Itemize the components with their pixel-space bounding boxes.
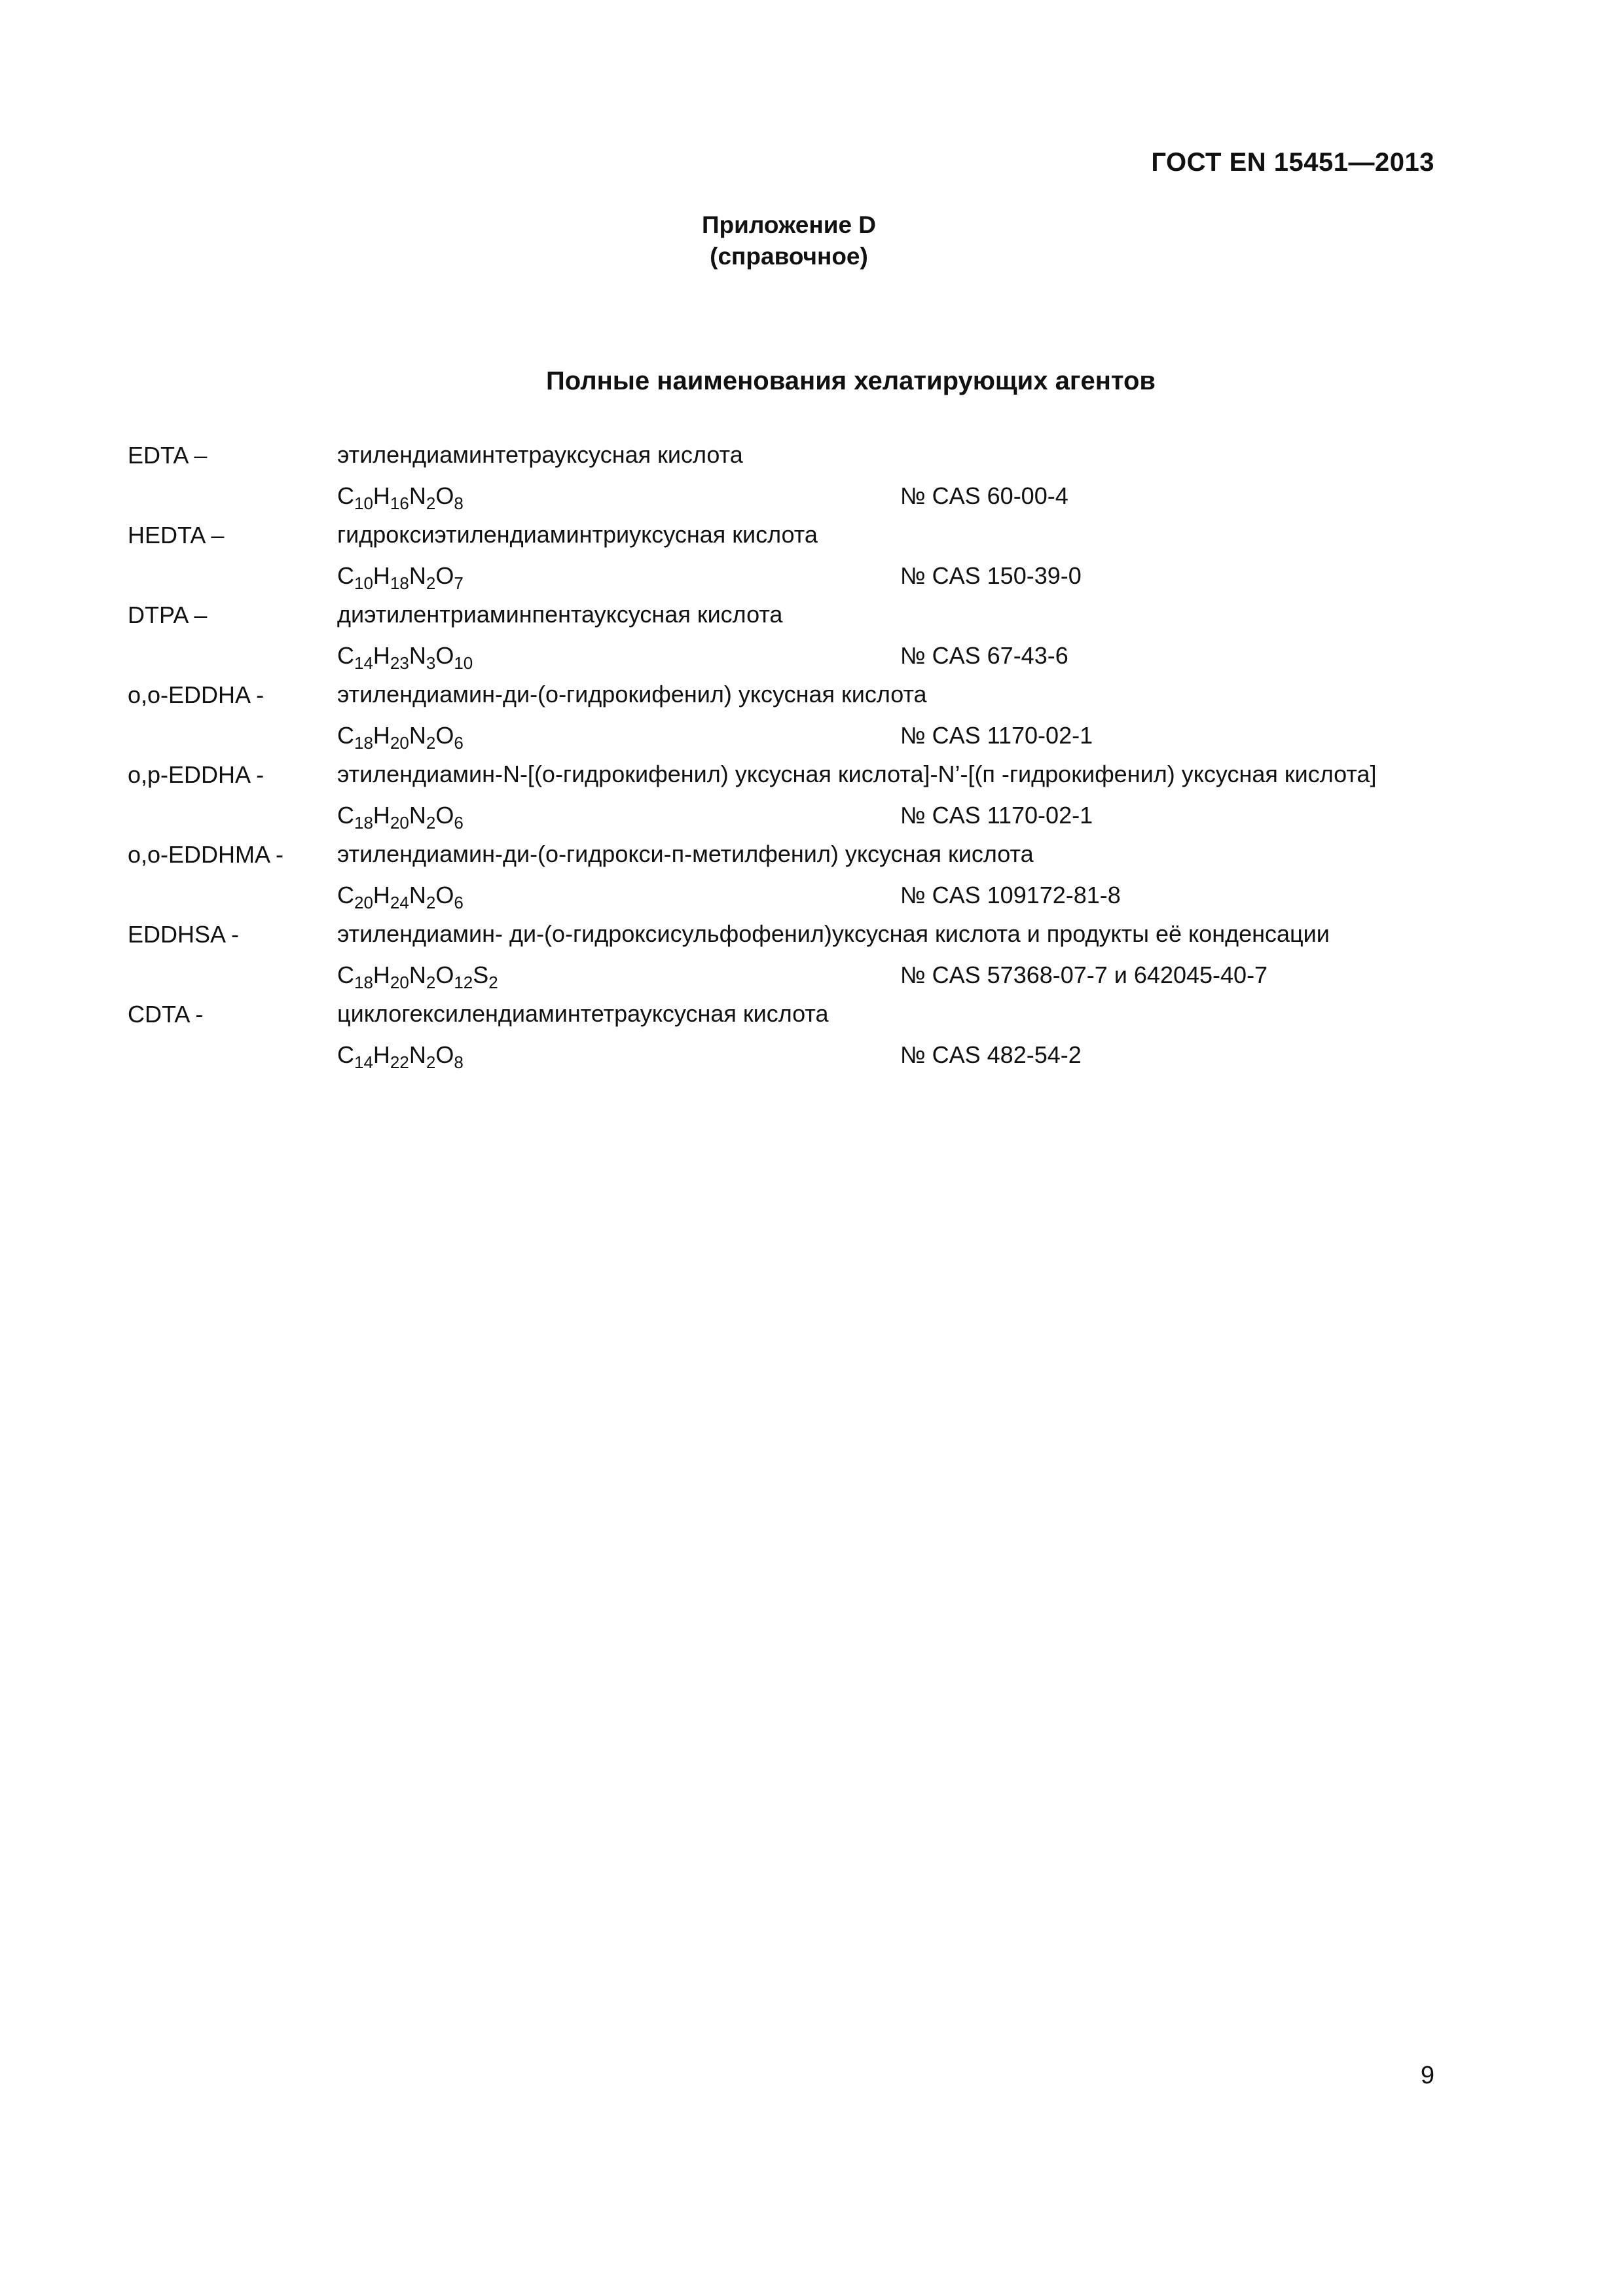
formula-subscript: 20	[390, 733, 409, 753]
agent-full-name: этилендиамин- ди-(о-гидроксисульфофенил)уксусная кислота и продукты её конденсации	[337, 920, 1330, 947]
formula-element: N	[409, 562, 426, 589]
formula-subscript: 16	[390, 493, 409, 513]
formula-subscript: 6	[454, 733, 464, 753]
agent-abbreviation: EDDHSA -	[128, 921, 240, 948]
chemical-formula	[337, 562, 900, 593]
agent-entry	[128, 441, 1503, 513]
formula-subscript: 2	[426, 973, 436, 992]
formula-element: C	[337, 961, 354, 988]
agent-full-name: этилендиамин-N-[(о-гидрокифенил) уксусная кислота]-N’-[(п -гидрокифенил) уксусная кислота]	[337, 761, 1377, 787]
formula-subscript: 2	[426, 733, 436, 753]
formula-subscript: 2	[426, 573, 436, 593]
annex-title: Приложение D	[701, 211, 877, 238]
agent-entry	[128, 601, 1503, 673]
chemical-formula	[337, 882, 900, 912]
cas-number: № CAS 1170-02-1	[900, 802, 1093, 829]
formula-element: N	[409, 882, 426, 908]
agent-entry	[128, 761, 1503, 833]
formula-subscript: 7	[454, 573, 464, 593]
formula-element: N	[409, 961, 426, 988]
formula-subscript: 3	[426, 653, 436, 673]
agent-full-name: гидроксиэтилендиаминтриуксусная кислота	[337, 521, 818, 548]
formula-element: N	[409, 722, 426, 749]
section-title: Полные наименования хелатирующих агентов	[546, 367, 1156, 395]
agent-formula-line	[128, 642, 1503, 673]
formula-element: C	[337, 482, 354, 509]
formula-subscript: 6	[454, 893, 464, 912]
formula-subscript: 18	[354, 813, 373, 833]
formula-element: H	[373, 961, 390, 988]
formula-subscript: 2	[488, 973, 498, 992]
formula-element: C	[337, 722, 354, 749]
formula-element: O	[435, 1041, 454, 1068]
formula-element: N	[409, 642, 426, 669]
formula-element: O	[435, 802, 454, 829]
formula-element: H	[373, 482, 390, 509]
formula-subscript: 24	[390, 893, 409, 912]
formula-subscript: 6	[454, 813, 464, 833]
formula-element: C	[337, 562, 354, 589]
formula-element: S	[473, 961, 489, 988]
formula-subscript: 22	[390, 1052, 409, 1072]
formula-element: C	[337, 802, 354, 829]
page-number: 9	[1420, 2062, 1434, 2089]
formula-subscript: 2	[426, 493, 436, 513]
formula-subscript: 18	[354, 973, 373, 992]
agent-name-line	[128, 601, 1503, 630]
cas-number: № CAS 67-43-6	[900, 642, 1068, 669]
formula-subscript: 18	[390, 573, 409, 593]
formula-element: O	[435, 562, 454, 589]
formula-element: H	[373, 722, 390, 749]
section-title-wrap	[0, 367, 1623, 396]
formula-element: H	[373, 1041, 390, 1068]
agent-name-line	[128, 441, 1503, 470]
agent-abbreviation: CDTA -	[128, 1001, 204, 1028]
chemical-formula	[337, 722, 900, 753]
formula-subscript: 12	[454, 973, 473, 992]
agent-name-line	[128, 761, 1503, 789]
agent-formula-line	[128, 882, 1503, 912]
agent-full-name: этилендиамин-ди-(о-гидрокифенил) уксусная кислота	[337, 681, 927, 708]
formula-element: C	[337, 882, 354, 908]
agent-abbreviation: o,o-EDDHMA -	[128, 841, 284, 868]
formula-element: H	[373, 802, 390, 829]
agent-full-name: этилендиаминтетрауксусная кислота	[337, 441, 743, 468]
formula-subscript: 2	[426, 1052, 436, 1072]
formula-subscript: 20	[354, 893, 373, 912]
chemical-formula	[337, 642, 900, 673]
formula-subscript: 8	[454, 1052, 464, 1072]
agent-full-name: диэтилентриаминпентауксусная кислота	[337, 601, 783, 628]
agent-name-line	[128, 1000, 1503, 1029]
agent-abbreviation: HEDTA –	[128, 522, 225, 548]
agent-formula-line	[128, 802, 1503, 833]
agent-name-line	[128, 681, 1503, 709]
agent-entry	[128, 920, 1503, 992]
formula-element: C	[337, 642, 354, 669]
formula-subscript: 10	[454, 653, 473, 673]
formula-element: H	[373, 642, 390, 669]
chemical-formula	[337, 1041, 900, 1072]
agent-entry	[128, 840, 1503, 912]
formula-subscript: 20	[390, 813, 409, 833]
chemical-formula	[337, 482, 900, 513]
agent-full-name: этилендиамин-ди-(о-гидрокси-п-метилфенил) уксусная кислота	[337, 840, 1034, 867]
agent-abbreviation: o,p-EDDHA -	[128, 761, 264, 788]
formula-element: O	[435, 642, 454, 669]
agent-abbreviation: o,o-EDDHA -	[128, 681, 264, 708]
formula-element: H	[373, 882, 390, 908]
formula-element: N	[409, 1041, 426, 1068]
formula-subscript: 20	[390, 973, 409, 992]
chemical-formula	[337, 961, 900, 992]
formula-element: O	[435, 882, 454, 908]
formula-element: C	[337, 1041, 354, 1068]
agent-entry	[128, 681, 1503, 753]
formula-subscript: 2	[426, 893, 436, 912]
cas-number: № CAS 60-00-4	[900, 482, 1068, 509]
agent-entry	[128, 1000, 1503, 1072]
cas-number: № CAS 109172-81-8	[900, 882, 1121, 908]
agent-full-name: циклогексилендиаминтетрауксусная кислота	[337, 1000, 829, 1027]
agent-list	[128, 441, 1503, 1080]
formula-subscript: 14	[354, 653, 373, 673]
agent-formula-line	[128, 1041, 1503, 1072]
cas-number: № CAS 1170-02-1	[900, 722, 1093, 749]
agent-name-line	[128, 920, 1503, 949]
annex-heading	[655, 209, 923, 272]
agent-formula-line	[128, 722, 1503, 753]
formula-element: N	[409, 482, 426, 509]
formula-subscript: 10	[354, 573, 373, 593]
agent-formula-line	[128, 961, 1503, 992]
formula-subscript: 14	[354, 1052, 373, 1072]
agent-formula-line	[128, 482, 1503, 513]
annex-type: (справочное)	[710, 243, 868, 270]
agent-formula-line	[128, 562, 1503, 593]
formula-subscript: 8	[454, 493, 464, 513]
formula-subscript: 2	[426, 813, 436, 833]
standard-id: ГОСТ EN 15451—2013	[1151, 148, 1434, 177]
agent-entry	[128, 521, 1503, 593]
agent-name-line	[128, 840, 1503, 869]
formula-subscript: 10	[354, 493, 373, 513]
cas-number: № CAS 482-54-2	[900, 1041, 1082, 1068]
cas-number: № CAS 150-39-0	[900, 562, 1082, 589]
formula-element: O	[435, 961, 454, 988]
formula-subscript: 23	[390, 653, 409, 673]
cas-number: № CAS 57368-07-7 и 642045-40-7	[900, 961, 1268, 988]
formula-subscript: 18	[354, 733, 373, 753]
formula-element: O	[435, 722, 454, 749]
formula-element: N	[409, 802, 426, 829]
agent-name-line	[128, 521, 1503, 550]
agent-abbreviation: DTPA –	[128, 601, 208, 628]
chemical-formula	[337, 802, 900, 833]
agent-abbreviation: EDTA –	[128, 442, 208, 469]
formula-element: O	[435, 482, 454, 509]
formula-element: H	[373, 562, 390, 589]
